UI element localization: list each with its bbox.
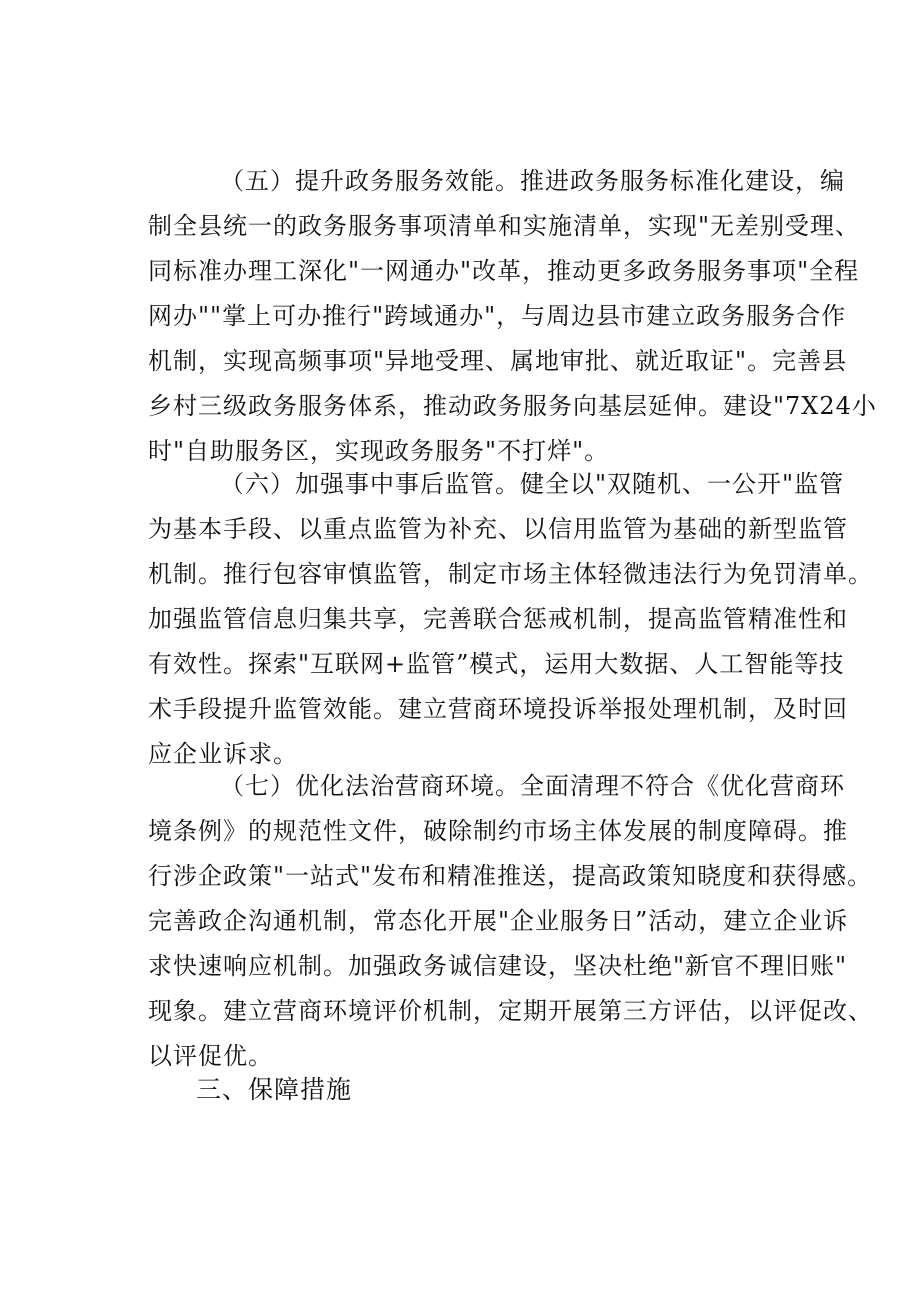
paragraph-line: 以评促优。 — [148, 1042, 273, 1070]
paragraph-line: 现象。建立营商环境评价机制，定期开展第三方评估，以评促改、 — [148, 997, 873, 1025]
paragraph-line: 制全县统一的政务服务事项清单和实施清单，实现"无差别受理、 — [148, 212, 861, 240]
paragraph-line: 完善政企沟通机制，常态化开展"企业服务日”活动，建立企业诉 — [148, 907, 849, 935]
paragraph-line: 境条例》的规范性文件，破除制约市场主体发展的制度障碍。推 — [148, 817, 848, 845]
paragraph-line: 求快速响应机制。加强政务诚信建设，坚决杜绝"新官不理旧账" — [148, 952, 848, 980]
paragraph-5-improve-government-services — [148, 159, 877, 474]
paragraph-line: 加强监管信息归集共享，完善联合惩戒机制，提高监管精准性和 — [148, 605, 848, 633]
paragraph-line: 乡村三级政务服务体系，推动政务服务向基层延伸。建设"7X24小 — [148, 392, 877, 420]
paragraph-7-rule-of-law-environment — [148, 764, 873, 1079]
paragraph-line: 网办""掌上可办推行"跨域通办"，与周边县市建立政务服务合作 — [148, 302, 847, 330]
section-heading: 三、保障措施 — [196, 1075, 353, 1104]
paragraph-line: 术手段提升监管效能。建立营商环境投诉举报处理机制，及时回 — [148, 695, 848, 723]
paragraph-line: 为基本手段、以重点监管为补充、以信用监管为基础的新型监管 — [148, 515, 848, 543]
paragraph-line: （五）提升政务服务效能。推进政务服务标准化建设，编 — [220, 167, 845, 195]
paragraph-line: （七）优化法治营商环境。全面清理不符合《优化营商环 — [220, 772, 845, 800]
paragraph-6-strengthen-supervision — [148, 462, 873, 777]
paragraph-line: （六）加强事中事后监管。健全以"双随机、一公开"监管 — [220, 470, 845, 498]
paragraph-line: 时"自助服务区，实现政务服务"不打烊"。 — [148, 437, 610, 465]
paragraph-line: 机制。推行包容审慎监管，制定市场主体轻微违法行为免罚清单。 — [148, 560, 873, 588]
paragraph-line: 有效性。探索"互联网+监管”模式，运用大数据、人工智能等技 — [148, 650, 845, 678]
paragraph-line: 应企业诉求。 — [148, 740, 298, 768]
paragraph-line: 同标准办理工深化"一网通办"改革，推动更多政务服务事项"全程 — [148, 257, 860, 285]
paragraph-line: 机制，实现高频事项"异地受理、属地审批、就近取证"。完善县 — [148, 347, 848, 375]
paragraph-line: 行涉企政策"一站式"发布和精准推送，提高政策知晓度和获得感。 — [148, 862, 873, 890]
